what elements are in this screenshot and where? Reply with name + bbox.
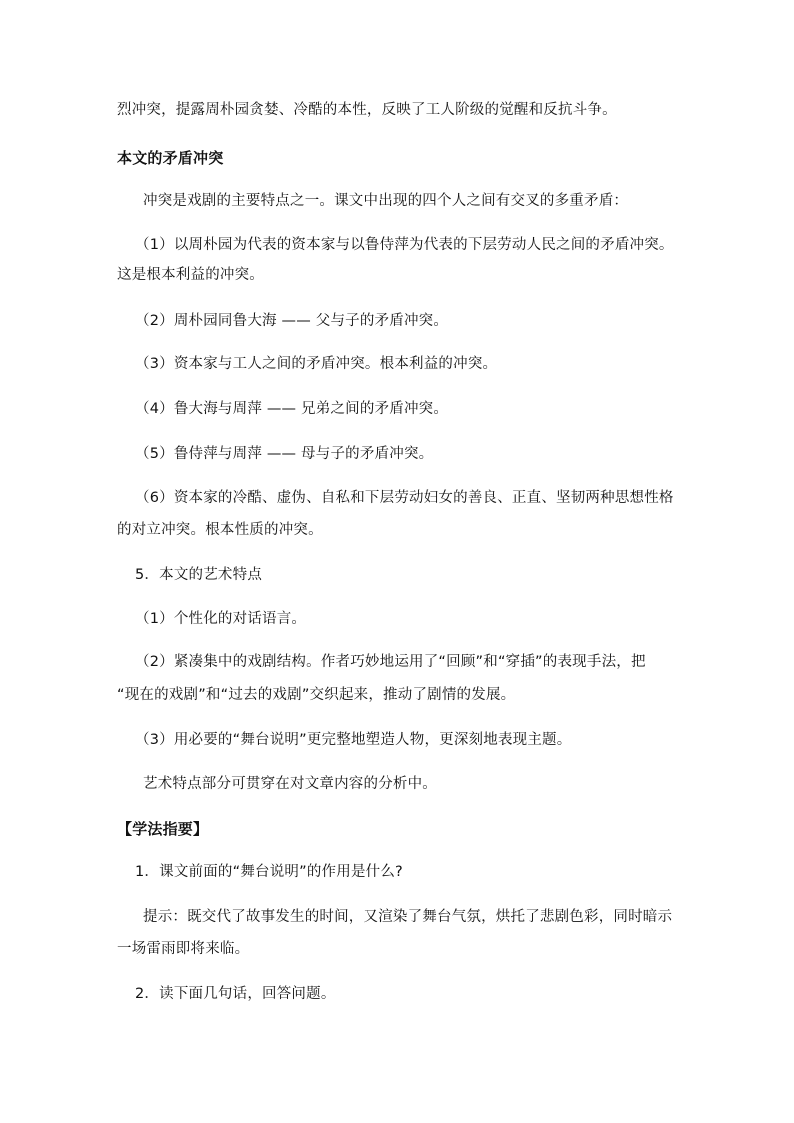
section-heading: 【学法指要】: [117, 820, 209, 838]
text-line: （5）鲁侍萍与周萍 —— 母与子的矛盾冲突。: [135, 446, 434, 462]
text-line: （6）资本家的冷酷、虚伪、自私和下层劳动妇女的善良、正直、坚韧两种思想性格: [135, 490, 674, 506]
text-line: 的对立冲突。根本性质的冲突。: [117, 522, 323, 538]
text-line: （1）以周朴园为代表的资本家与以鲁侍萍为代表的下层劳动人民之间的矛盾冲突。: [135, 237, 674, 253]
text-line: （1）个性化的对话语言。: [135, 611, 307, 627]
text-line: 2．读下面几句话，回答问题。: [135, 986, 336, 1002]
text-line: 1．课文前面的“舞台说明”的作用是什么?: [135, 864, 403, 880]
text-line: 烈冲突，提露周朴园贪婪、冷酷的本性，反映了工人阶级的觉醒和反抗斗争。: [117, 102, 617, 118]
text-line: （2）紧凑集中的戏剧结构。作者巧妙地运用了“回顾”和“穿插”的表现手法，把: [135, 654, 646, 670]
text-line: 5．本文的艺术特点: [135, 567, 263, 583]
text-line: （3）资本家与工人之间的矛盾冲突。根本利益的冲突。: [135, 356, 498, 372]
text-line: 这是根本利益的冲突。: [117, 267, 264, 283]
section-heading: 本文的矛盾冲突: [117, 149, 224, 167]
text-line: “现在的戏剧”和“过去的戏剧”交织起来，推动了剧情的发展。: [117, 687, 516, 703]
text-line: 一场雷雨即将来临。: [117, 941, 250, 957]
text-line: （2）周朴园同鲁大海 —— 父与子的矛盾冲突。: [135, 313, 449, 329]
text-line: 艺术特点部分可贯穿在对文章内容的分析中。: [143, 776, 437, 792]
text-line: 冲突是戏剧的主要特点之一。课文中出现的四个人之间有交叉的多重矛盾：: [143, 193, 629, 209]
text-line: （4）鲁大海与周萍 —— 兄弟之间的矛盾冲突。: [135, 401, 449, 417]
text-line: 提示：既交代了故事发生的时间，又渲染了舞台气氛，烘托了悲剧色彩，同时暗示: [143, 909, 673, 925]
text-line: （3）用必要的“舞台说明”更完整地塑造人物，更深刻地表现主题。: [135, 732, 572, 748]
